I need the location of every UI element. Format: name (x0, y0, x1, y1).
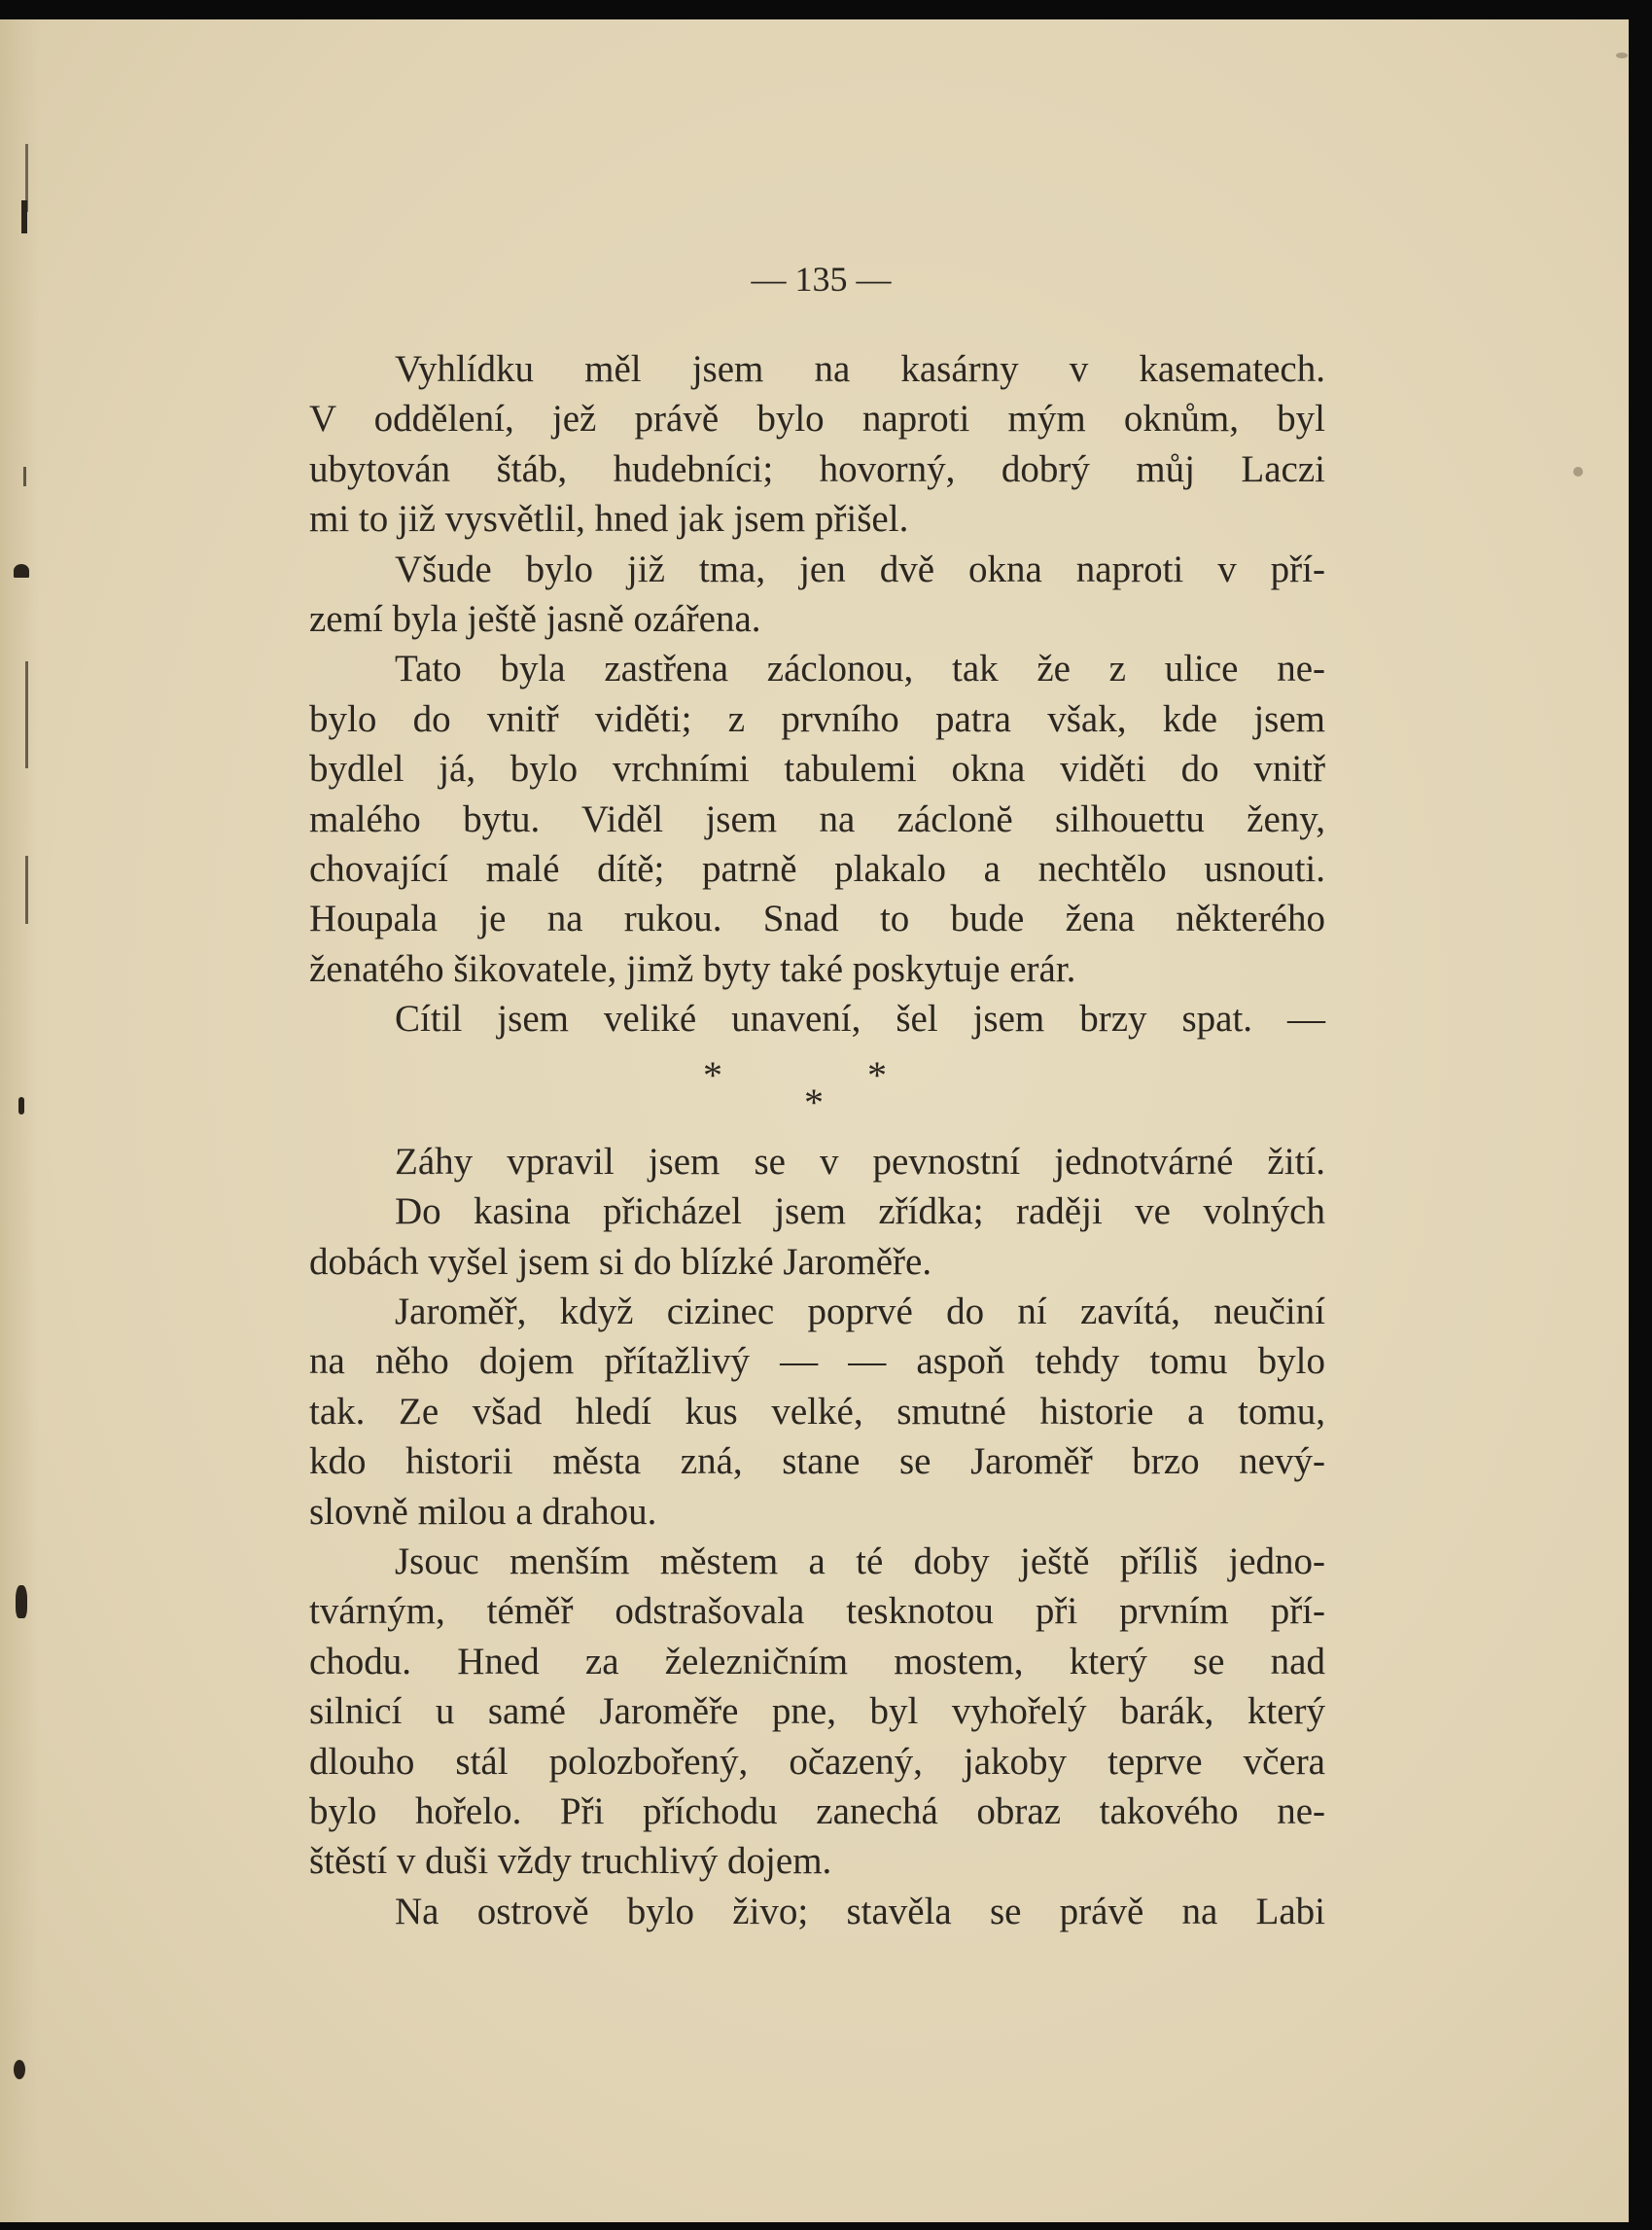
text-line: ženatého šikovatele, jimž byty také poskytuje erár. (309, 947, 1076, 990)
margin-mark (25, 144, 28, 212)
text-line: dobách vyšel jsem si do blízké Jaroměře. (309, 1240, 932, 1283)
margin-mark (23, 467, 26, 486)
section-separator (309, 1044, 1325, 1137)
paragraph (309, 344, 1325, 545)
paragraph (309, 1186, 1325, 1287)
text-line: ubytován štáb, hudebníci; hovorný, dobrý můj Laczi (309, 447, 1325, 490)
margin-mark (14, 564, 29, 578)
asterisk: * (804, 1080, 824, 1124)
book-page (0, 19, 1629, 2222)
page-number: — 135 — (751, 260, 892, 299)
text-line: tvárným, téměř odstrašovala tesknotou při prvním pří- (309, 1590, 1325, 1633)
text-line: bylo hořelo. Při příchodu zanechá obraz takového ne- (309, 1789, 1325, 1832)
paragraph (309, 994, 1325, 1044)
text-line: Záhy vpravil jsem se v pevnostní jednotvárné žití. (395, 1140, 1325, 1183)
paragraph (309, 1287, 1325, 1537)
text-line: V oddělení, jež právě bylo naproti mým oknům, byl (309, 398, 1325, 441)
text-line: na něho dojem přítažlivý — — aspoň tehdy tomu bylo (309, 1340, 1325, 1383)
text-line: mi to již vysvětlil, hned jak jsem přišel. (309, 498, 909, 541)
paper-speck (1573, 467, 1583, 477)
text-line: bydlel já, bylo vrchními tabulemi okna viděti do vnitř (309, 748, 1325, 791)
text-line: Do kasina přicházel jsem zřídka; raději ve volných (395, 1190, 1325, 1233)
text-line: tak. Ze všad hledí kus velké, smutné historie a tomu, (309, 1390, 1325, 1433)
text-line: slovně milou a drahou. (309, 1490, 657, 1533)
paragraph (309, 545, 1325, 645)
text-line: Jaroměř, když cizinec poprvé do ní zavítá, neučiní (395, 1290, 1325, 1332)
text-line: dlouho stál polozbořený, očazený, jakoby teprve včera (309, 1740, 1325, 1783)
section-1 (309, 344, 1325, 1044)
text-line: Na ostrově bylo živo; stavěla se právě na Labi (395, 1890, 1325, 1932)
asterisk: * (703, 1052, 722, 1097)
text-line: bylo do vnitř viděti; z prvního patra však, kde jsem (309, 697, 1325, 740)
text-line: kdo historii města zná, stane se Jaroměř brzo nevý- (309, 1440, 1325, 1483)
margin-mark (16, 1585, 27, 1618)
text-line: Všude bylo již tma, jen dvě okna naproti v pří- (395, 548, 1325, 590)
margin-mark (25, 856, 28, 924)
text-line: Cítil jsem veliké unavení, šel jsem brzy spat. — (395, 998, 1325, 1041)
text-line: Vyhlídku měl jsem na kasárny v kasematech. (395, 348, 1325, 390)
paragraph (309, 1137, 1325, 1186)
text-line: chovající malé dítě; patrně plakalo a nechtělo usnouti. (309, 848, 1325, 891)
page-text (309, 255, 1325, 1936)
text-line: malého bytu. Viděl jsem na záclonĕ silhouettu ženy, (309, 797, 1325, 840)
binding-shadow (0, 19, 39, 2222)
margin-mark (18, 1097, 24, 1115)
paper-speck (1616, 53, 1628, 58)
text-line: chodu. Hned za železničním mostem, který se nad (309, 1640, 1325, 1682)
paragraph (309, 1887, 1325, 1936)
paragraph (309, 644, 1325, 994)
section-2 (309, 1137, 1325, 1937)
text-line: Houpala je na rukou. Snad to bude žena některého (309, 898, 1325, 940)
text-line: štěstí v duši vždy truchlivý dojem. (309, 1840, 832, 1883)
margin-mark (14, 2060, 25, 2079)
text-line: Jsouc menším městem a té doby ještě příliš jedno- (395, 1540, 1325, 1582)
paragraph (309, 1537, 1325, 1887)
text-line: Tato byla zastřena záclonou, tak že z ulice ne- (395, 648, 1325, 690)
asterisk: * (867, 1052, 887, 1097)
margin-mark (25, 661, 28, 768)
text-line: zemí byla ještě jasně ozářena. (309, 598, 761, 641)
text-line: silnicí u samé Jaroměře pne, byl vyhořelý barák, který (309, 1690, 1325, 1733)
